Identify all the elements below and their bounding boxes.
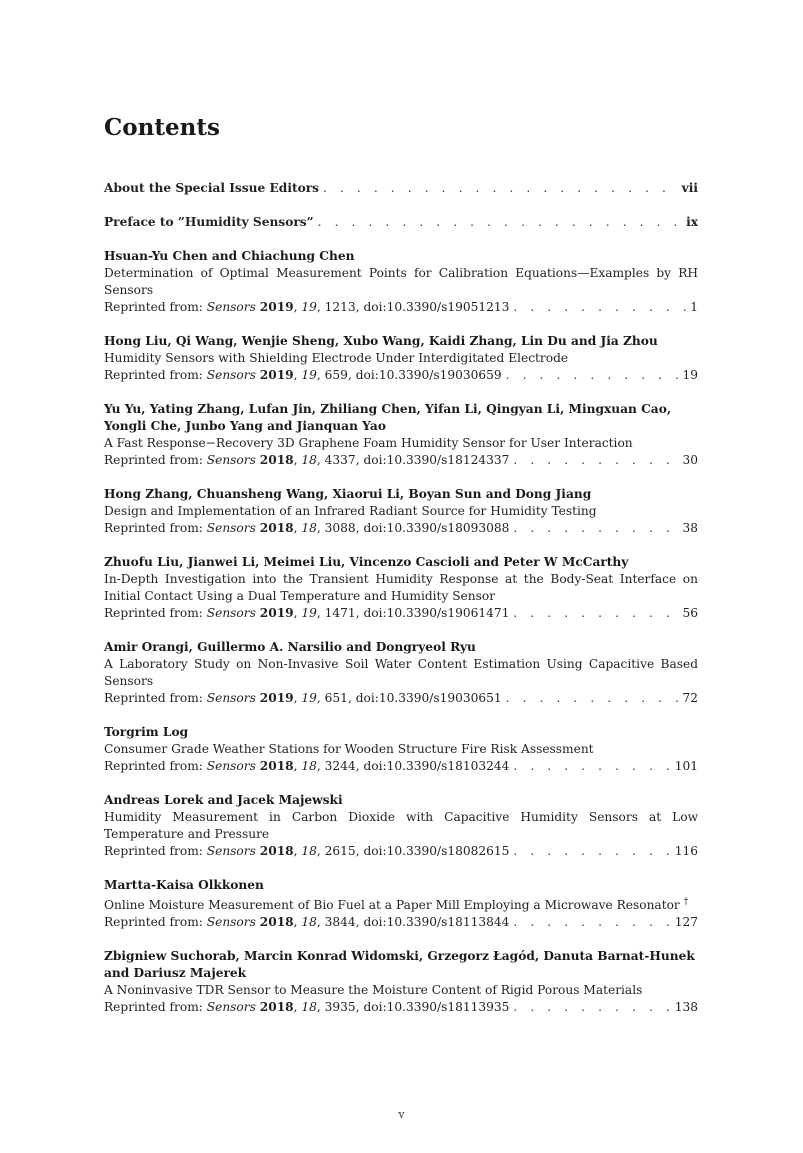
article-list — [104, 248, 698, 1016]
reprint-prefix: Reprinted from: — [104, 300, 203, 314]
page-number: 138 — [674, 1000, 698, 1015]
front-matter-label[interactable]: About the Special Issue Editors — [104, 181, 319, 195]
entry-authors: Yu Yu, Yating Zhang, Lufan Jin, Zhiliang Chen, Yifan Li, Qingyan Li, Mingxuan Cao, Yongli Che, Junbo Yang and Jianquan Yao — [104, 402, 672, 433]
entry-authors: Zbigniew Suchorab, Marcin Konrad Widomski, Grzegorz Łagód, Danuta Barnat-Hunek and Dariusz Majerek — [104, 949, 695, 981]
dot-leader — [513, 520, 678, 537]
toc-entry — [104, 639, 698, 707]
reprint-citation: Reprinted from: Sensors 2018, 18, 3935, doi:10.3390/s18113935 — [104, 1000, 510, 1015]
volume: 18 — [301, 844, 317, 858]
reprint-prefix: Reprinted from: — [104, 691, 203, 705]
volume: 19 — [301, 606, 317, 620]
volume: 18 — [301, 759, 317, 773]
volume: 19 — [301, 300, 317, 314]
pub-year: 2018 — [259, 1000, 294, 1015]
toc-entry — [104, 948, 698, 1016]
entry-authors: Martta-Kaisa Olkkonen — [104, 878, 264, 892]
entry-title-text: Determination of Optimal Measurement Points for Calibration Equations—Examples by RH Sensors — [104, 266, 698, 297]
article-number: 3844 — [324, 915, 356, 930]
doi: doi:10.3390/s19061471 — [363, 606, 510, 620]
volume: 18 — [301, 1000, 317, 1015]
doi: doi:10.3390/s18103244 — [363, 759, 510, 773]
pub-year: 2018 — [259, 759, 294, 773]
page-number: 38 — [682, 521, 698, 535]
journal-name: Sensors — [206, 844, 256, 858]
entry-authors: Andreas Lorek and Jacek Majewski — [104, 793, 343, 807]
reprint-prefix: Reprinted from: — [104, 759, 203, 773]
dot-leader — [323, 180, 678, 197]
reprint-citation: Reprinted from: Sensors 2019, 19, 1471, doi:10.3390/s19061471 — [104, 606, 510, 620]
entry-title-text: Humidity Sensors with Shielding Electrode Under Interdigitated Electrode — [104, 351, 569, 365]
doi: doi:10.3390/s18082615 — [363, 844, 510, 858]
entry-authors: Hong Liu, Qi Wang, Wenjie Sheng, Xubo Wang, Kaidi Zhang, Lin Du and Jia Zhou — [104, 334, 658, 348]
pub-year: 2019 — [259, 691, 294, 705]
toc-entry — [104, 792, 698, 860]
article-number: 651 — [324, 691, 348, 705]
entry-authors: Hsuan-Yu Chen and Chiachung Chen — [104, 249, 355, 263]
toc-entry — [104, 401, 698, 469]
article-number: 2615 — [324, 844, 356, 858]
dot-leader — [318, 214, 682, 231]
article-number: 3244 — [324, 759, 356, 773]
doi: doi:10.3390/s19030651 — [355, 691, 502, 705]
doi: doi:10.3390/s18093088 — [363, 521, 510, 535]
entry-title[interactable] — [104, 982, 698, 999]
entry-title[interactable] — [104, 741, 698, 758]
entry-title[interactable] — [104, 265, 698, 299]
pub-year: 2018 — [259, 453, 294, 467]
journal-name: Sensors — [206, 300, 256, 314]
toc-entry — [104, 554, 698, 622]
page-number: 30 — [682, 453, 698, 467]
doi: doi:10.3390/s19030659 — [355, 368, 502, 382]
entry-reprint-line — [104, 605, 698, 622]
page-number: 101 — [674, 759, 698, 773]
doi: doi:10.3390/s18113844 — [363, 915, 510, 930]
article-number: 1213 — [324, 300, 356, 314]
page-number: 116 — [674, 844, 698, 858]
reprint-prefix: Reprinted from: — [104, 368, 203, 382]
entry-reprint-line — [104, 914, 698, 931]
entry-title-text: Online Moisture Measurement of Bio Fuel at a Paper Mill Employing a Microwave Resonator — [104, 898, 680, 913]
article-number: 4337 — [324, 453, 356, 467]
toc-entry — [104, 877, 698, 931]
page-number: 127 — [674, 915, 698, 930]
page-number: 19 — [682, 368, 698, 382]
reprint-prefix: Reprinted from: — [104, 844, 203, 858]
toc-entry — [104, 486, 698, 537]
toc-entry — [104, 248, 698, 316]
entry-title-text: Consumer Grade Weather Stations for Wooden Structure Fire Risk Assessment — [104, 742, 594, 756]
page-number: 72 — [682, 691, 698, 705]
toc-front-matter-editors — [104, 180, 698, 197]
toc-entry — [104, 333, 698, 384]
volume: 18 — [301, 453, 317, 467]
page-title: Contents — [104, 114, 220, 141]
reprint-citation: Reprinted from: Sensors 2019, 19, 1213, doi:10.3390/s19051213 — [104, 300, 510, 314]
dot-leader — [513, 452, 678, 469]
entry-reprint-line — [104, 452, 698, 469]
reprint-prefix: Reprinted from: — [104, 915, 203, 930]
entry-title[interactable] — [104, 809, 698, 843]
reprint-citation: Reprinted from: Sensors 2018, 18, 4337, doi:10.3390/s18124337 — [104, 453, 510, 467]
doi: doi:10.3390/s18124337 — [363, 453, 510, 467]
reprint-prefix: Reprinted from: — [104, 453, 203, 467]
entry-title[interactable] — [104, 350, 698, 367]
page-number: ix — [686, 215, 698, 229]
journal-name: Sensors — [206, 453, 256, 467]
toc-front-matter-preface — [104, 214, 698, 231]
pub-year: 2019 — [259, 368, 294, 382]
article-number: 1471 — [324, 606, 356, 620]
reprint-citation: Reprinted from: Sensors 2019, 19, 659, doi:10.3390/s19030659 — [104, 368, 502, 382]
reprint-prefix: Reprinted from: — [104, 521, 203, 535]
pub-year: 2018 — [259, 521, 294, 535]
entry-reprint-line — [104, 999, 698, 1016]
entry-title[interactable] — [104, 571, 698, 605]
entry-reprint-line — [104, 758, 698, 775]
dot-leader — [513, 605, 678, 622]
title-footnote-mark: † — [683, 897, 689, 907]
entry-authors: Hong Zhang, Chuansheng Wang, Xiaorui Li, Boyan Sun and Dong Jiang — [104, 487, 592, 501]
dot-leader — [506, 367, 679, 384]
journal-name: Sensors — [206, 521, 256, 535]
reprint-prefix: Reprinted from: — [104, 606, 203, 620]
toc-entry — [104, 724, 698, 775]
dot-leader — [513, 843, 670, 860]
reprint-citation: Reprinted from: Sensors 2018, 18, 3844, doi:10.3390/s18113844 — [104, 915, 510, 930]
dot-leader — [513, 299, 686, 316]
volume: 18 — [301, 915, 317, 930]
entry-title-text: A Noninvasive TDR Sensor to Measure the Moisture Content of Rigid Porous Materials — [104, 983, 643, 998]
dot-leader — [506, 690, 679, 707]
entry-title[interactable] — [104, 503, 698, 520]
entry-reprint-line — [104, 690, 698, 707]
entry-title-text: In-Depth Investigation into the Transient Humidity Response at the Body-Seat Interface on Initial Contact Using a Dual Temperature and Humidity Sensor — [104, 572, 698, 603]
page-number: vii — [681, 181, 698, 195]
article-number: 3088 — [324, 521, 356, 535]
page-footer-number: v — [398, 1108, 405, 1121]
dot-leader — [513, 999, 670, 1016]
front-matter-label[interactable]: Preface to ”Humidity Sensors” — [104, 215, 314, 229]
toc-list — [104, 180, 698, 1033]
reprint-citation: Reprinted from: Sensors 2019, 19, 651, doi:10.3390/s19030651 — [104, 691, 502, 705]
journal-name: Sensors — [206, 606, 256, 620]
entry-authors: Amir Orangi, Guillermo A. Narsilio and Dongryeol Ryu — [104, 640, 476, 654]
reprint-prefix: Reprinted from: — [104, 1000, 203, 1015]
entry-title[interactable] — [104, 656, 698, 690]
article-number: 3935 — [324, 1000, 356, 1015]
page-number: 56 — [682, 606, 698, 620]
volume: 19 — [301, 368, 317, 382]
entry-title-text: Design and Implementation of an Infrared Radiant Source for Humidity Testing — [104, 504, 597, 518]
entry-reprint-line — [104, 520, 698, 537]
journal-name: Sensors — [206, 691, 256, 705]
reprint-citation: Reprinted from: Sensors 2018, 18, 2615, doi:10.3390/s18082615 — [104, 844, 510, 858]
journal-name: Sensors — [206, 1000, 256, 1015]
dot-leader — [513, 914, 670, 931]
entry-title[interactable] — [104, 435, 698, 452]
dot-leader — [513, 758, 670, 775]
doi: doi:10.3390/s18113935 — [363, 1000, 510, 1015]
entry-reprint-line — [104, 367, 698, 384]
doi: doi:10.3390/s19051213 — [363, 300, 510, 314]
entry-title-text: A Laboratory Study on Non-Invasive Soil Water Content Estimation Using Capacitive Based Sensors — [104, 657, 698, 688]
entry-title-text: Humidity Measurement in Carbon Dioxide with Capacitive Humidity Sensors at Low Temperature and Pressure — [104, 810, 698, 841]
pub-year: 2019 — [259, 300, 294, 314]
pub-year: 2019 — [259, 606, 294, 620]
journal-name: Sensors — [206, 759, 256, 773]
journal-name: Sensors — [206, 915, 256, 930]
entry-reprint-line — [104, 299, 698, 316]
entry-title-text: A Fast Response−Recovery 3D Graphene Foam Humidity Sensor for User Interaction — [104, 436, 633, 450]
journal-name: Sensors — [206, 368, 256, 382]
page-number: 1 — [690, 300, 698, 314]
reprint-citation: Reprinted from: Sensors 2018, 18, 3244, doi:10.3390/s18103244 — [104, 759, 510, 773]
entry-reprint-line — [104, 843, 698, 860]
volume: 19 — [301, 691, 317, 705]
entry-title[interactable] — [104, 894, 698, 914]
volume: 18 — [301, 521, 317, 535]
pub-year: 2018 — [259, 915, 294, 930]
pub-year: 2018 — [259, 844, 294, 858]
entry-authors: Torgrim Log — [104, 725, 189, 739]
reprint-citation: Reprinted from: Sensors 2018, 18, 3088, doi:10.3390/s18093088 — [104, 521, 510, 535]
entry-authors: Zhuofu Liu, Jianwei Li, Meimei Liu, Vincenzo Cascioli and Peter W McCarthy — [104, 555, 629, 569]
article-number: 659 — [324, 368, 348, 382]
